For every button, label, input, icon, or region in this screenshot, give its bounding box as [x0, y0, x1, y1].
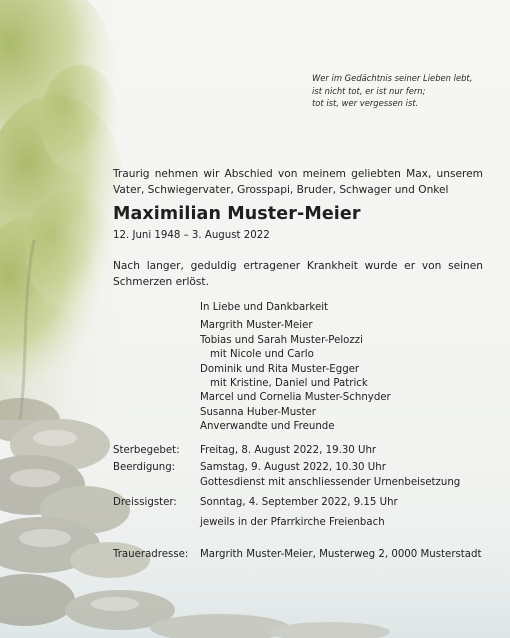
mourner-entry: mit Nicole und Carlo	[210, 349, 314, 361]
mourner-entry: Susanna Huber-Muster	[200, 406, 316, 418]
deceased-name: Maximilian Muster-Meier	[113, 204, 361, 224]
mourner-entry: mit Kristine, Daniel und Patrick	[210, 378, 368, 390]
illness-text: Nach langer, geduldig ertragener Krankheit wurde er von seinen Schmerzen erlöst.	[113, 260, 483, 288]
mourner-entry: Marcel und Cornelia Muster-Schnyder	[200, 392, 391, 404]
quote-line: tot ist, wer vergessen ist.	[312, 98, 419, 108]
funeral-label: Beerdigung:	[113, 462, 176, 473]
mourners-block	[200, 301, 391, 435]
memorial-quote	[312, 72, 492, 110]
funeral-detail: Gottesdienst mit anschliessender Urnenbeisetzung	[200, 477, 461, 488]
quote-line: ist nicht tot, er ist nur fern;	[312, 85, 426, 96]
mourner-entry: Dominik und Rita Muster-Egger	[200, 363, 360, 375]
thirtieth-value: Sonntag, 4. September 2022, 9.15 Uhr	[200, 497, 398, 508]
mourner-entry: Margrith Muster-Meier	[200, 320, 313, 332]
quote-line: Wer im Gedächtnis seiner Lieben lebt,	[312, 73, 473, 83]
prayer-label: Sterbegebet:	[113, 445, 180, 456]
address-value: Margrith Muster-Meier, Musterweg 2, 0000 Musterstadt	[200, 549, 482, 560]
funeral-value: Samstag, 9. August 2022, 10.30 Uhr	[200, 462, 386, 473]
intro-text: Traurig nehmen wir Abschied von meinem geliebten Max, unserem Vater, Schwiegervater, Grosspapi, Bruder, Schwager und Onkel	[113, 168, 483, 196]
prayer-value: Freitag, 8. August 2022, 19.30 Uhr	[200, 445, 377, 456]
mourners-heading: In Liebe und Dankbarkeit	[200, 302, 329, 313]
address-label: Traueradresse:	[113, 549, 189, 560]
thirtieth-detail: jeweils in der Pfarrkirche Freienbach	[200, 517, 385, 528]
mourner-entry: Anverwandte und Freunde	[200, 421, 335, 433]
life-dates: 12. Juni 1948 – 3. August 2022	[113, 230, 270, 241]
thirtieth-label: Dreissigster:	[113, 497, 177, 508]
mourner-entry: Tobias und Sarah Muster-Pelozzi	[200, 334, 363, 346]
